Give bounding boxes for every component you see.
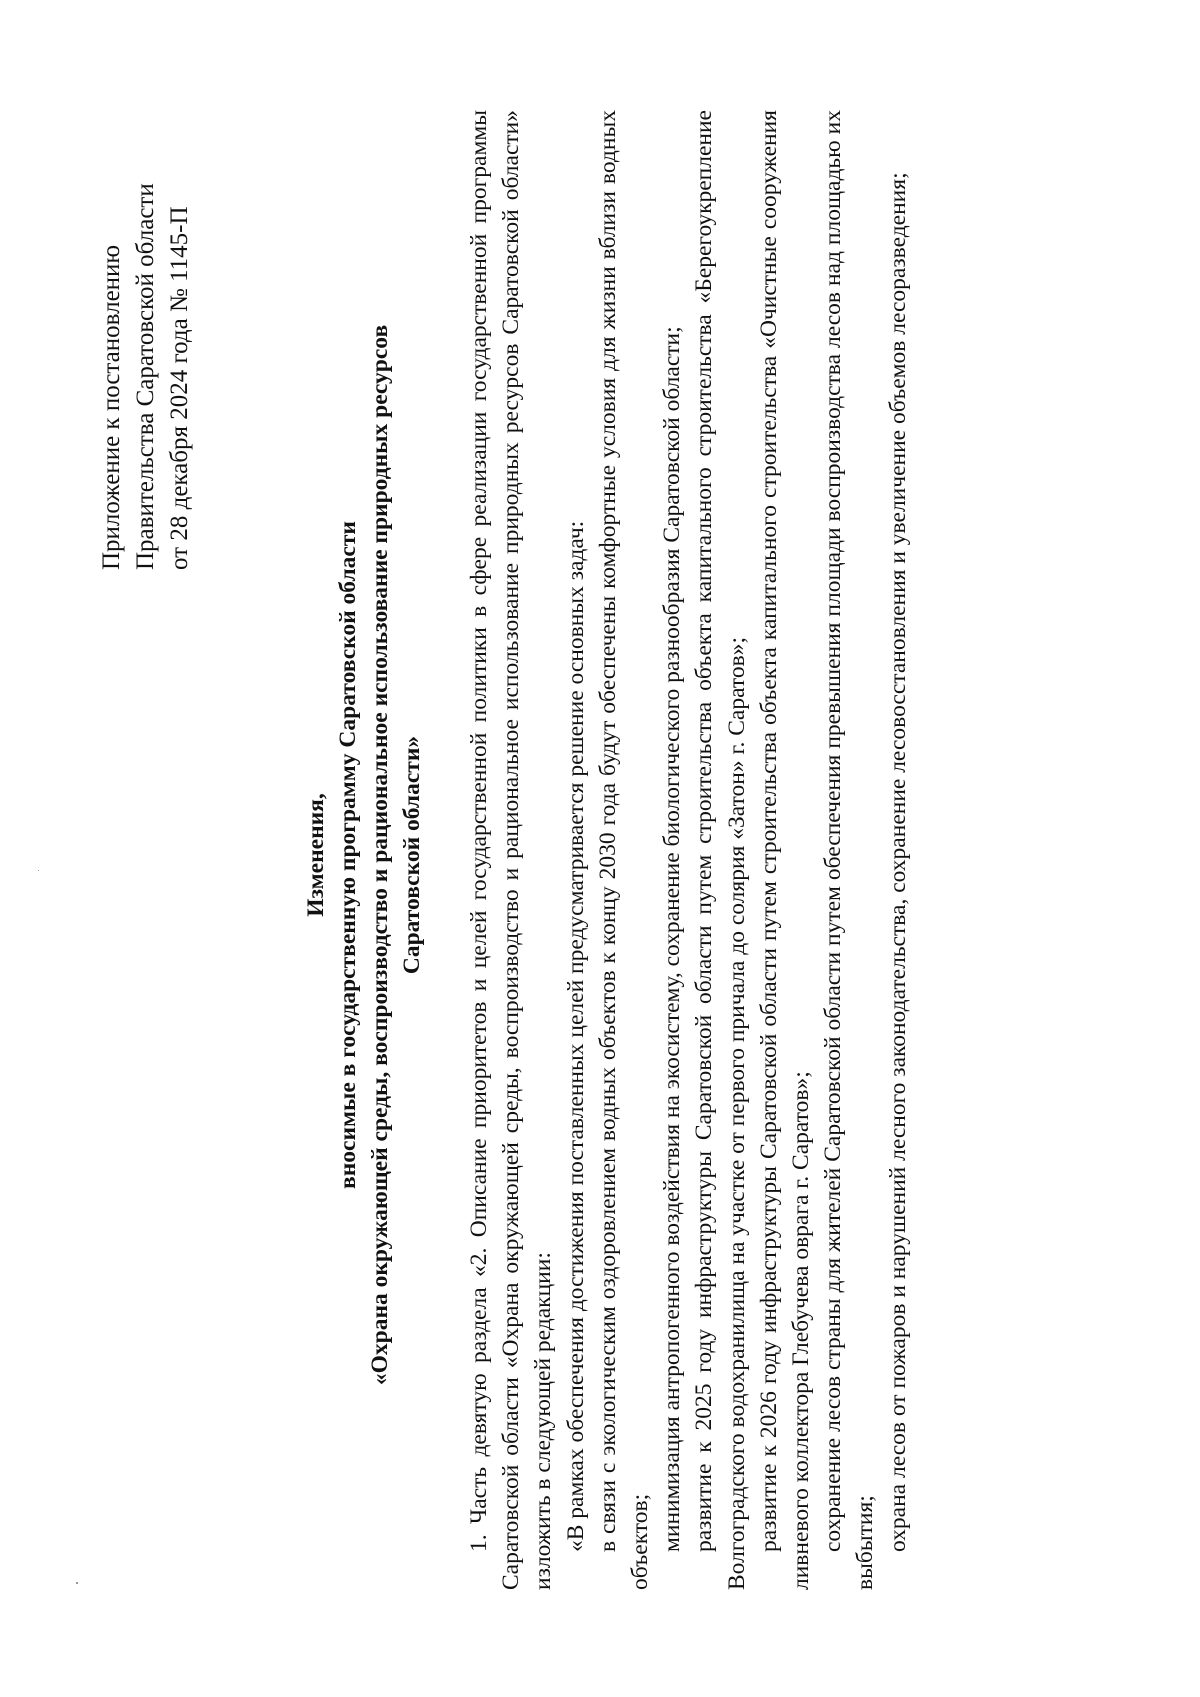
heading-line-3: «Охрана окружающей среды, воспроизводство и рациональное использование природных ресурсов [367, 324, 393, 1386]
document-body [463, 110, 914, 1590]
heading-line-1: Изменения, [303, 793, 329, 917]
document-page [45, 75, 1155, 1625]
paragraph-forest-preservation: сохранение лесов страны для жителей Саратовской области путем обеспечения превышения площади воспроизводства лесов над площадью их выбытия; [820, 110, 879, 1590]
heading-line-4: Саратовской области» [399, 735, 425, 975]
paragraph-amendment-intro: 1. Часть девятую раздела «2. Описание приоритетов и целей государственной политики в сфере реализации государственной программы Саратовской области «Охрана окружающей среды, воспроизводство и рациональное использование природных ресурсов Саратовской области» изложить в следующей редакции: [466, 110, 557, 1590]
heading-line-2: вносимые в государственную программу Саратовской области [335, 521, 361, 1189]
scan-speck [76, 1582, 78, 1584]
paragraph-water-objects: в связи с экологическим оздоровлением водных объектов к концу 2030 года будут обеспечены комфортные условия для жизни вблизи водных объектов; [594, 110, 654, 1590]
attachment-line-2: Правительства Саратовской области [132, 183, 159, 570]
attachment-line-1: Приложение к постановлению [98, 244, 125, 570]
attachment-line-3: от 28 декабря 2024 года № 1145-П [166, 206, 193, 570]
attachment-note [95, 90, 197, 570]
document-heading [300, 105, 428, 1605]
scan-speck [38, 870, 39, 871]
paragraph-forest-protection: охрана лесов от пожаров и нарушений лесного законодательства, сохранение лесовосстановления и увеличение объемов лесоразведения; [884, 172, 911, 1552]
paragraph-tasks-intro: «В рамках обеспечения достижения поставленных целей предусматривается решение основных задач: [562, 520, 589, 1552]
paragraph-infrastructure-2026: развитие к 2026 году инфраструктуры Саратовской области путем строительства объекта капитального строительства «Очистные сооружения ливневого коллектора Глебучева оврага г. Саратов»; [755, 110, 815, 1590]
paragraph-infrastructure-2025: развитие к 2025 году инфраструктуры Саратовской области путем строительства объекта капитального строительства «Берегоукрепление Волгоградского водохранилища на участке от первого причала до солярия «Затон» г. Саратов»; [691, 110, 750, 1590]
paragraph-ecosystem: минимизация антропогенного воздействия на экосистему, сохранение биологического разнообразия Саратовской области; [659, 326, 686, 1552]
